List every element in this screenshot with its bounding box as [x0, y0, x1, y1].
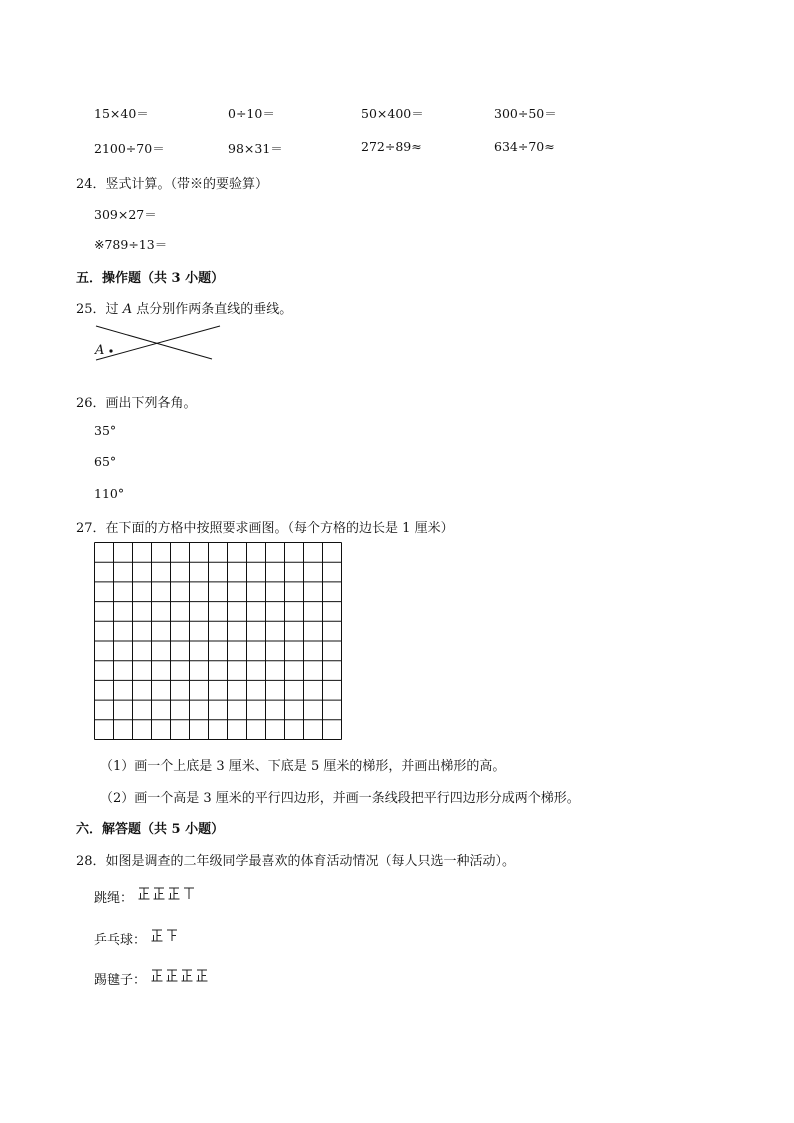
point-a	[109, 349, 112, 352]
oral-calc-1-4: 300÷50＝	[494, 106, 557, 121]
tally-group	[152, 970, 163, 981]
question-25-suffix: 点分别作两条直线的垂线。	[132, 302, 293, 317]
question-25-prefix: 25．过	[76, 302, 123, 317]
tally-group	[197, 970, 208, 981]
vertical-calc-1: 309×27＝	[94, 207, 157, 222]
angle-110: 110°	[94, 486, 125, 501]
activity-label-pingpong: 乒乓球：	[94, 933, 147, 948]
section-6-title: 六．解答题（共 5 小题）	[76, 822, 225, 837]
tally-group	[167, 970, 178, 981]
oral-calc-2-2: 98×31＝	[228, 141, 283, 156]
oral-calc-1-1: 15×40＝	[94, 106, 149, 121]
oral-calc-1-2: 0÷10＝	[228, 106, 275, 121]
activity-label-rope: 跳绳：	[94, 891, 134, 906]
question-24-title: 24．竖式计算。（带※的要验算）	[76, 177, 269, 192]
oral-calc-1-3: 50×400＝	[361, 106, 424, 121]
tally-marks-rope	[137, 886, 227, 902]
section-5-title: 五．操作题（共 3 小题）	[76, 271, 225, 286]
line-1	[96, 326, 212, 359]
question-25-title	[76, 298, 292, 317]
tally-marks-pingpong	[150, 928, 240, 944]
tally-group	[167, 930, 177, 941]
point-a-ref: A	[122, 302, 133, 317]
question-27-title: 27．在下面的方格中按照要求画图。（每个方格的边长是 1 厘米）	[76, 521, 454, 536]
tally-group	[154, 888, 165, 899]
tally-group	[184, 888, 194, 899]
square-grid	[94, 542, 342, 740]
intersecting-lines-figure	[88, 320, 228, 368]
activity-label-shuttlecock: 踢毽子：	[94, 973, 147, 988]
tally-group	[169, 888, 180, 899]
question-27-sub-1: （1）画一个上底是 3 厘米、下底是 5 厘米的梯形，并画出梯形的高。	[100, 759, 506, 774]
tally-group	[182, 970, 193, 981]
point-a-label: A	[95, 343, 105, 358]
question-28-title: 28．如图是调查的二年级同学最喜欢的体育活动情况（每人只选一种活动）。	[76, 854, 516, 869]
oral-calc-2-1: 2100÷70＝	[94, 141, 165, 156]
angle-65: 65°	[94, 454, 117, 469]
question-26-title: 26．画出下列各角。	[76, 396, 197, 411]
angle-35: 35°	[94, 423, 117, 438]
tally-group	[139, 888, 150, 899]
oral-calc-2-3: 272÷89≈	[361, 139, 422, 154]
vertical-calc-2: ※789÷13＝	[94, 237, 168, 252]
oral-calc-2-4: 634÷70≈	[494, 139, 555, 154]
tally-marks-shuttlecock	[150, 968, 240, 984]
tally-group	[152, 930, 163, 941]
question-27-sub-2: （2）画一个高是 3 厘米的平行四边形，并画一条线段把平行四边形分成两个梯形。	[100, 791, 580, 806]
